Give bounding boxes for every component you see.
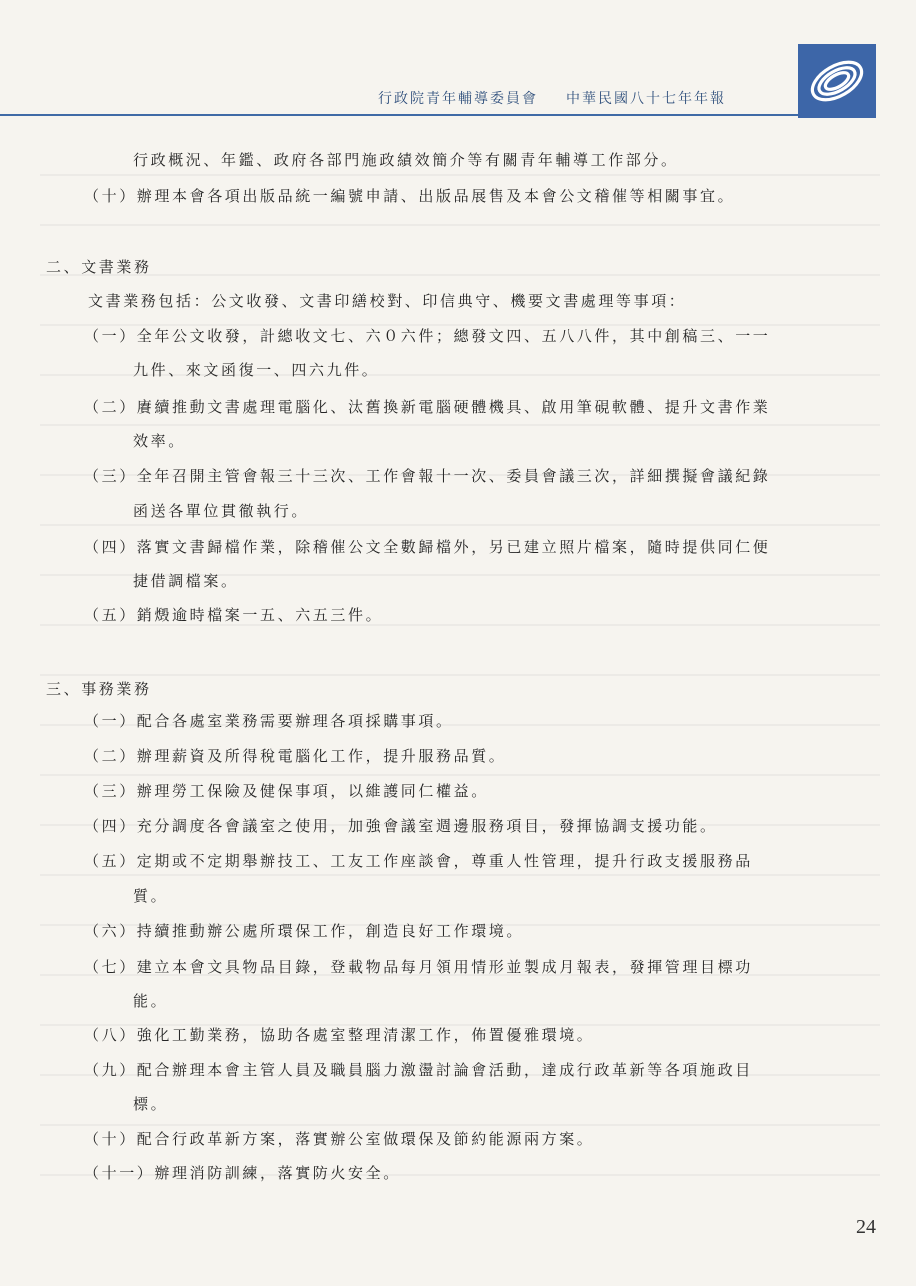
list-item: （二）賡續推動文書處理電腦化、汰舊換新電腦硬體機具、啟用筆硯軟體、提升文書作業 <box>84 398 771 416</box>
list-item: （九）配合辦理本會主管人員及職員腦力激盪討論會活動，達成行政革新等各項施政目 <box>84 1061 753 1079</box>
list-item: （三）全年召開主管會報三十三次、工作會報十一次、委員會議三次，詳細撰擬會議紀錄 <box>84 467 771 485</box>
text-line: 行政概況、年鑑、政府各部門施政績效簡介等有關青年輔導工作部分。 <box>133 151 679 169</box>
text-line: 標。 <box>133 1095 169 1113</box>
list-item: （四）落實文書歸檔作業，除稽催公文全數歸檔外，另已建立照片檔案，隨時提供同仁便 <box>84 538 771 556</box>
list-item: （五）銷燬逾時檔案一五、六五三件。 <box>84 606 384 624</box>
text-line: 捷借調檔案。 <box>133 572 239 590</box>
list-item: （八）強化工勤業務，協助各處室整理清潔工作，佈置優雅環境。 <box>84 1026 595 1044</box>
header-org: 行政院青年輔導委員會 <box>378 91 538 107</box>
list-item: （三）辦理勞工保險及健保事項，以維護同仁權益。 <box>84 782 489 800</box>
text-line: 九件、來文函復一、四六九件。 <box>133 361 380 379</box>
list-item: （一）全年公文收發，計總收文七、六０六件；總發文四、五八八件，其中創稿三、一一 <box>84 327 771 345</box>
list-item: （一）配合各處室業務需要辦理各項採購事項。 <box>84 712 454 730</box>
text-line: 效率。 <box>133 432 186 450</box>
list-item: （五）定期或不定期舉辦技工、工友工作座談會，尊重人性管理，提升行政支援服務品 <box>84 852 753 870</box>
text-line: 函送各單位貫徹執行。 <box>133 502 310 520</box>
page-number: 24 <box>856 1216 876 1238</box>
text-line: 能。 <box>133 992 169 1010</box>
section-heading: 三、事務業務 <box>46 680 152 698</box>
list-item: （四）充分調度各會議室之使用，加強會議室週邊服務項目，發揮協調支援功能。 <box>84 817 718 835</box>
list-item: （六）持續推動辦公處所環保工作，創造良好工作環境。 <box>84 922 525 940</box>
section-heading: 二、文書業務 <box>46 258 152 276</box>
list-item: （十）配合行政革新方案，落實辦公室做環保及節約能源兩方案。 <box>84 1130 595 1148</box>
text-line: （十）辦理本會各項出版品統一編號申請、出版品展售及本會公文稽催等相關事宜。 <box>84 187 736 205</box>
list-item: （七）建立本會文具物品目錄，登載物品每月領用情形並製成月報表，發揮管理目標功 <box>84 958 753 976</box>
text-line: 文書業務包括：公文收發、文書印繕校對、印信典守、機要文書處理等事項： <box>88 292 687 310</box>
list-item: （十一）辦理消防訓練，落實防火安全。 <box>84 1164 401 1182</box>
list-item: （二）辦理薪資及所得稅電腦化工作，提升服務品質。 <box>84 747 507 765</box>
text-line: 質。 <box>133 887 169 905</box>
header-title: 中華民國八十七年年報 <box>566 91 726 107</box>
